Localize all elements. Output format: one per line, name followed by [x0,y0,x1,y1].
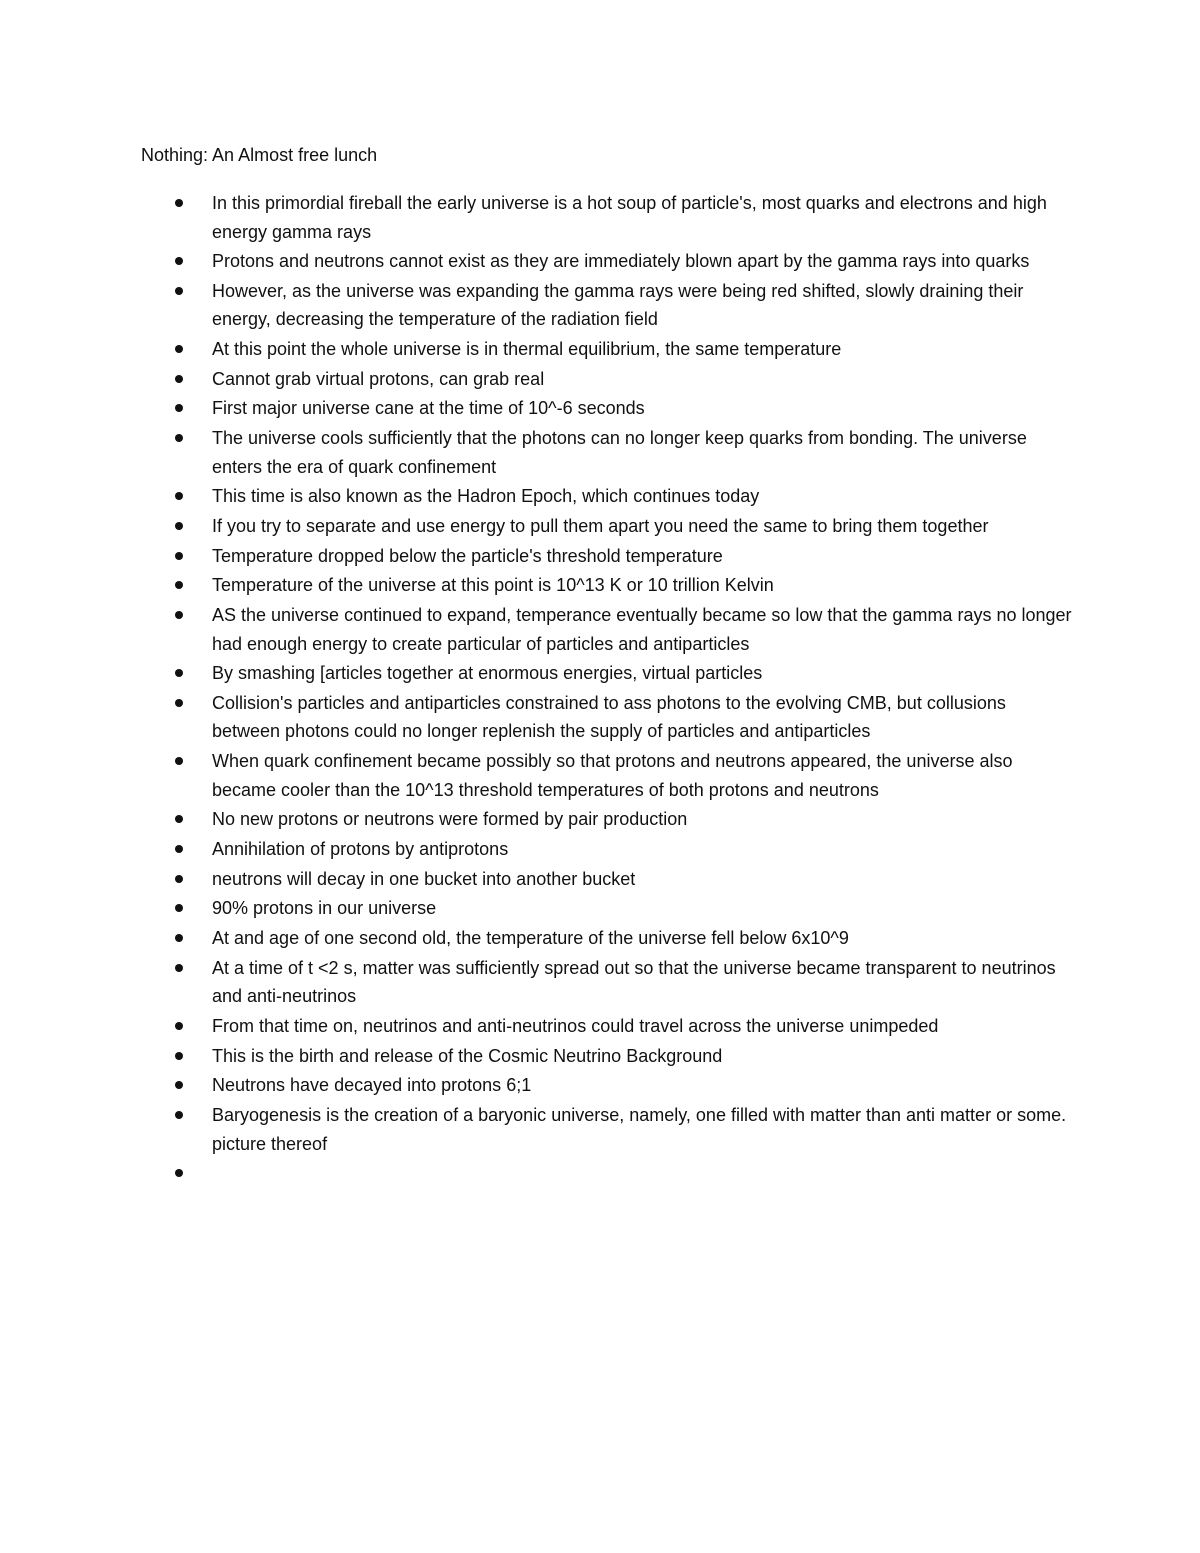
list-item-text: By smashing [articles together at enormous energies, virtual particles [212,663,763,684]
bullet-dot-icon [175,875,183,883]
list-item [0,747,1072,804]
bullet-dot-icon [175,815,183,823]
list-item [0,1042,1072,1071]
list-item-text: Collision's particles and antiparticles constrained to ass photons to the evolving CMB, but collusions between photons could no longer replenish the supply of particles and antiparticles [212,692,1006,742]
list-item [0,394,1072,423]
list-item-text: However, as the universe was expanding the gamma rays were being red shifted, slowly draining their energy, decreasing the temperature of the radiation field [212,280,1024,330]
list-item-text: This time is also known as the Hadron Epoch, which continues today [212,486,760,507]
list-item [0,335,1072,364]
list-item [0,1071,1072,1100]
list-item-text: The universe cools sufficiently that the photons can no longer keep quarks from bonding. The universe enters the era of quark confinement [212,428,1027,477]
list-item [0,512,1072,541]
bullet-dot-icon [175,581,183,589]
bullet-dot-icon [175,522,183,530]
list-item [0,1159,1072,1188]
list-item-text: neutrons will decay in one bucket into another bucket [212,868,636,889]
bullet-list [0,189,1200,1189]
list-item [0,542,1072,571]
list-item [0,865,1072,894]
list-item [0,689,1072,746]
bullet-dot-icon [175,1111,183,1119]
list-item-text: If you try to separate and use energy to pull them apart you need the same to bring them together [212,516,989,536]
bullet-dot-icon [175,199,183,207]
list-item-text: Temperature dropped below the particle's threshold temperature [212,545,723,566]
bullet-dot-icon [175,257,183,265]
list-item [0,835,1072,864]
bullet-dot-icon [175,1081,183,1089]
list-item-text: At a time of t <2 s, matter was sufficiently spread out so that the universe became transparent to neutrinos and anti-neutrinos [212,957,1056,1007]
list-item [0,954,1072,1011]
bullet-dot-icon [175,904,183,912]
list-item-text: Cannot grab virtual protons, can grab real [212,368,545,389]
bullet-dot-icon [175,1022,183,1030]
bullet-dot-icon [175,611,183,619]
list-item [0,247,1072,276]
list-item [0,277,1072,334]
list-item-text: From that time on, neutrinos and anti-neutrinos could travel across the universe unimpeded [212,1015,939,1036]
bullet-dot-icon [175,287,183,295]
list-item-text: In this primordial fireball the early universe is a hot soup of particle's, most quarks and electrons and high energy gamma rays [212,193,1047,242]
list-item-text: Baryogenesis is the creation of a baryonic universe, namely, one filled with matter than anti matter or some. picture thereof [212,1105,1067,1154]
list-item [0,189,1072,246]
bullet-dot-icon [175,1169,183,1177]
list-item [0,805,1072,834]
list-item [0,659,1072,688]
bullet-dot-icon [175,375,183,383]
list-item [0,924,1072,953]
list-item-text: Annihilation of protons by antiprotons [212,839,509,859]
bullet-dot-icon [175,492,183,500]
bullet-dot-icon [175,669,183,677]
list-item-text: AS the universe continued to expand, temperance eventually became so low that the gamma rays no longer had enough energy to create particular of particles and antiparticles [212,605,1072,654]
list-item [0,424,1072,481]
list-item [0,365,1072,394]
bullet-dot-icon [175,699,183,707]
list-item [0,1012,1072,1041]
bullet-dot-icon [175,934,183,942]
list-item-text: No new protons or neutrons were formed by pair production [212,809,688,830]
bullet-dot-icon [175,757,183,765]
list-item-text: At and age of one second old, the temperature of the universe fell below 6x10^9 [212,928,849,949]
bullet-dot-icon [175,964,183,972]
list-item-text: Protons and neutrons cannot exist as they are immediately blown apart by the gamma rays into quarks [212,251,1030,272]
bullet-dot-icon [175,845,183,853]
list-item [0,482,1072,511]
bullet-dot-icon [175,404,183,412]
list-item-text: When quark confinement became possibly so that protons and neutrons appeared, the universe also became cooler than the 10^13 threshold temperatures of both protons and neutrons [212,751,1013,800]
list-item [0,571,1072,600]
page-title: Nothing: An Almost free lunch [141,145,378,165]
list-item-text: At this point the whole universe is in thermal equilibrium, the same temperature [212,339,842,360]
bullet-dot-icon [175,1052,183,1060]
bullet-dot-icon [175,434,183,442]
list-item-text: Neutrons have decayed into protons 6;1 [212,1075,532,1096]
bullet-dot-icon [175,345,183,353]
list-item [0,601,1072,658]
list-item [0,894,1072,923]
list-item-text: This is the birth and release of the Cosmic Neutrino Background [212,1045,723,1066]
list-item-text: First major universe cane at the time of 10^-6 seconds [212,398,645,419]
bullet-dot-icon [175,552,183,560]
list-item [0,1101,1072,1158]
list-item-text [212,1159,1072,1188]
list-item-text: Temperature of the universe at this point is 10^13 K or 10 trillion Kelvin [212,575,774,596]
list-item-text: 90% protons in our universe [212,898,437,919]
